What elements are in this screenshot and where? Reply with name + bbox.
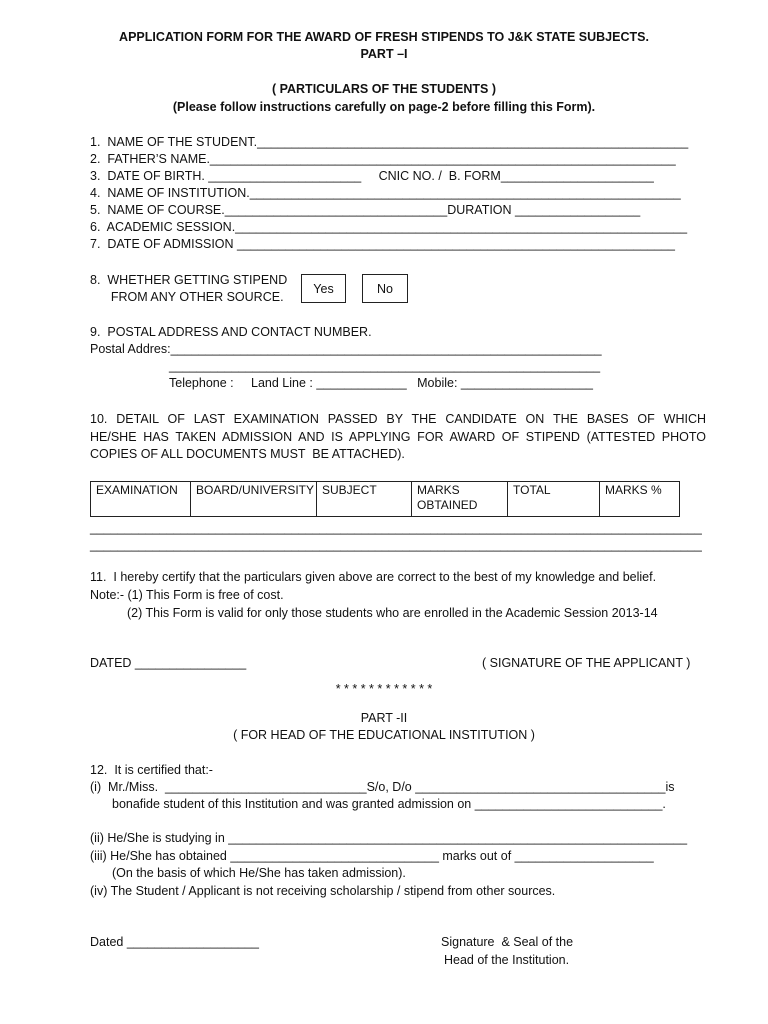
col-total: TOTAL <box>508 482 600 517</box>
field-studying-in[interactable]: (ii) He/She is studying in __________________________________________________________________ <box>90 831 688 845</box>
part-two-label: PART -II <box>360 711 408 725</box>
field-course-duration[interactable]: 5. NAME OF COURSE.________________________________DURATION __________________ <box>90 203 641 217</box>
field-dated-applicant[interactable]: DATED ________________ <box>90 656 247 670</box>
field-dated-head[interactable]: Dated ___________________ <box>90 935 259 949</box>
note-free-of-cost: Note:- (1) This Form is free of cost. <box>90 588 284 602</box>
col-marks-percent: MARKS % <box>600 482 680 517</box>
q11-certification: 11. I hereby certify that the particulars given above are correct to the best of my knowledge and belief. <box>90 570 657 584</box>
field-institution[interactable]: 4. NAME OF INSTITUTION.______________________________________________________________ <box>90 186 681 200</box>
q10-line1: 10. DETAIL OF LAST EXAMINATION PASSED BY THE CANDIDATE ON THE BASES OF WHICH <box>90 412 706 426</box>
field-mr-miss[interactable]: (i) Mr./Miss. _____________________________S/o, D/o ____________________________________is <box>90 780 675 794</box>
table-header-row <box>91 482 680 517</box>
scholarship-statement: (iv) The Student / Applicant is not receiving scholarship / stipend from other sources. <box>90 884 556 898</box>
field-postal-address-line2[interactable]: ______________________________________________________________ <box>169 359 601 373</box>
field-telephone[interactable]: Telephone : Land Line : _____________ Mobile: ___________________ <box>169 376 593 390</box>
field-admission-date[interactable]: 7. DATE OF ADMISSION _______________________________________________________________ <box>90 237 675 251</box>
q12-heading: 12. It is certified that:- <box>90 763 213 777</box>
field-academic-session[interactable]: 6. ACADEMIC SESSION._________________________________________________________________ <box>90 220 688 234</box>
yes-checkbox[interactable] <box>301 274 346 303</box>
col-marks-obtained: MARKS OBTAINED <box>412 482 508 517</box>
applicant-signature-label: ( SIGNATURE OF THE APPLICANT ) <box>482 656 691 670</box>
q9-heading: 9. POSTAL ADDRESS AND CONTACT NUMBER. <box>90 325 372 339</box>
q10-line3: COPIES OF ALL DOCUMENTS MUST BE ATTACHED). <box>90 447 405 461</box>
note-valid-session: (2) This Form is valid for only those students who are enrolled in the Academic Session 2013-14 <box>127 606 658 620</box>
no-checkbox[interactable] <box>362 274 408 303</box>
q8-line1: 8. WHETHER GETTING STIPEND <box>90 273 288 287</box>
part-two-subtitle: ( FOR HEAD OF THE EDUCATIONAL INSTITUTION ) <box>233 728 535 742</box>
section-subtitle: ( PARTICULARS OF THE STUDENTS ) <box>271 82 497 96</box>
col-examination: EXAMINATION <box>91 482 191 517</box>
no-label: No <box>377 282 393 296</box>
marks-basis-note: (On the basis of which He/She has taken admission). <box>112 866 406 880</box>
separator-stars: * * * * * * * * * * * * <box>335 682 433 696</box>
col-board-university: BOARD/UNIVERSITY <box>191 482 317 517</box>
form-title: APPLICATION FORM FOR THE AWARD OF FRESH STIPENDS TO J&K STATE SUBJECTS. <box>119 30 649 44</box>
field-dob-cnic[interactable]: 3. DATE OF BIRTH. ______________________ CNIC NO. / B. FORM______________________ <box>90 169 654 183</box>
field-postal-address[interactable]: Postal Addres:______________________________________________________________ <box>90 342 602 356</box>
field-father-name[interactable]: 2. FATHER’S NAME.___________________________________________________________________ <box>90 152 676 166</box>
instruction-note: (Please follow instructions carefully on page-2 before filling this Form). <box>172 100 596 114</box>
table-blank-line-1[interactable]: ________________________________________________________________________________________ <box>90 521 702 535</box>
q8-line2: FROM ANY OTHER SOURCE. <box>90 290 284 304</box>
head-signature-label: Signature & Seal of the <box>441 935 574 949</box>
head-institution-label: Head of the Institution. <box>444 953 570 967</box>
part-one-label: PART –I <box>360 47 408 61</box>
field-student-name[interactable]: 1. NAME OF THE STUDENT.______________________________________________________________ <box>90 135 689 149</box>
yes-label: Yes <box>313 282 334 296</box>
col-subject: SUBJECT <box>317 482 412 517</box>
field-marks-obtained[interactable]: (iii) He/She has obtained ______________________________ marks out of ____________________ <box>90 849 654 863</box>
examination-table <box>90 481 680 517</box>
q10-line2: HE/SHE HAS TAKEN ADMISSION AND IS APPLYING FOR AWARD OF STIPEND (ATTESTED PHOTO <box>90 430 706 444</box>
field-admission-on[interactable]: bonafide student of this Institution and was granted admission on ___________________________. <box>112 797 666 811</box>
table-blank-line-2[interactable]: ________________________________________________________________________________________ <box>90 538 702 552</box>
